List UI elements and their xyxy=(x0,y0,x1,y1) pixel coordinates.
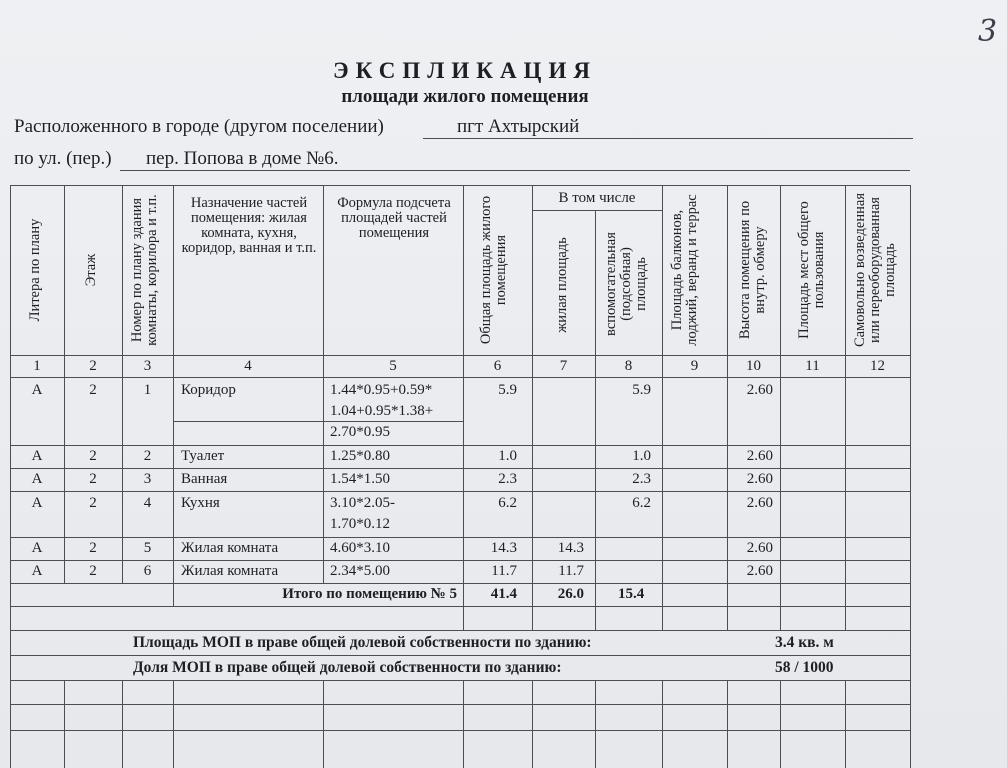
cell-total-area: 6.2 xyxy=(498,495,517,511)
cell-room-name: Ванная xyxy=(181,471,228,487)
cell-room-number: 2 xyxy=(143,448,152,464)
header-formula: Формула подсчета площадей частей помещения xyxy=(337,195,451,241)
cell-room-name: Туалет xyxy=(181,448,225,464)
cell-litera: А xyxy=(31,563,43,579)
column-number: 10 xyxy=(746,358,761,374)
cell-room-number: 6 xyxy=(143,563,152,579)
cell-room-name: Коридор xyxy=(181,382,236,398)
column-number: 5 xyxy=(389,358,397,374)
cell-litera: А xyxy=(31,448,43,464)
column-number: 6 xyxy=(493,358,502,374)
column-number: 4 xyxy=(244,358,252,374)
header-including: В том числе xyxy=(558,190,636,206)
cell-litera: А xyxy=(31,540,43,556)
totals-aux-area: 15.4 xyxy=(618,586,645,602)
column-number: 12 xyxy=(870,358,885,374)
cell-formula: 1.04+0.95*1.38+ xyxy=(330,403,434,419)
cell-floor: 2 xyxy=(89,540,97,556)
cell-total-area: 5.9 xyxy=(498,382,517,398)
cell-litera: А xyxy=(31,382,43,398)
cell-floor: 2 xyxy=(89,471,97,487)
cell-floor: 2 xyxy=(89,382,97,398)
mop-share-label: Доля МОП в праве общей долевой собственности по зданию: xyxy=(133,659,562,676)
cell-height: 2.60 xyxy=(746,563,773,579)
header-common-area: Площадь мест общего пользования xyxy=(796,201,827,339)
cell-room-number: 5 xyxy=(143,540,152,556)
header-height: Высота помещения по внутр. обмеру xyxy=(737,200,768,340)
city-label: Расположенного в городе (другом поселении) xyxy=(14,116,384,137)
header-total-area: Общая площадь жилого помещения xyxy=(478,195,509,345)
cell-room-name: Жилая комната xyxy=(181,563,279,579)
cell-living-area: 14.3 xyxy=(557,540,584,556)
cell-aux-area: 2.3 xyxy=(632,471,651,487)
cell-room-number: 3 xyxy=(143,471,152,487)
column-number: 8 xyxy=(624,358,633,374)
cell-formula: 4.60*3.10 xyxy=(330,540,390,556)
header-purpose: Назначение частей помещения: жилая комната, кухня, коридор, ванная и т.п. xyxy=(181,195,317,256)
cell-height: 2.60 xyxy=(746,540,773,556)
column-number: 11 xyxy=(805,358,820,374)
cell-room-name: Жилая комната xyxy=(181,540,279,556)
cell-living-area: 11.7 xyxy=(558,563,584,579)
street-label: по ул. (пер.) xyxy=(14,148,112,169)
cell-floor: 2 xyxy=(89,495,97,511)
document-subtitle: площади жилого помещения xyxy=(341,86,589,107)
header-room-number: Номер по плану здания комнаты, корилора и т.п. xyxy=(129,194,160,346)
cell-formula: 2.70*0.95 xyxy=(330,424,390,440)
page-number: 3 xyxy=(978,14,998,49)
cell-formula: 1.44*0.95+0.59* xyxy=(330,382,433,398)
mop-area-label: Площадь МОП в праве общей долевой собственности по зданию: xyxy=(133,634,592,651)
cell-room-number: 1 xyxy=(143,382,152,398)
cell-aux-area: 5.9 xyxy=(632,382,651,398)
street-value: пер. Попова в доме №6. xyxy=(146,148,339,169)
header-balcony-area: Площадь балконов, лоджий, веранд и террас xyxy=(669,194,700,346)
cell-room-name: Кухня xyxy=(181,495,220,511)
column-number: 2 xyxy=(89,358,97,374)
cell-formula: 1.54*1.50 xyxy=(330,471,390,487)
city-value: пгт Ахтырский xyxy=(457,116,580,137)
cell-total-area: 11.7 xyxy=(491,563,517,579)
cell-floor: 2 xyxy=(89,563,97,579)
cell-litera: А xyxy=(31,495,43,511)
totals-living-area: 26.0 xyxy=(557,586,584,602)
cell-aux-area: 1.0 xyxy=(632,448,651,464)
cell-total-area: 14.3 xyxy=(490,540,517,556)
column-number: 7 xyxy=(559,358,568,374)
column-number: 1 xyxy=(33,358,41,374)
header-aux-area: вспомогательная (подсобная) площадь xyxy=(603,232,649,336)
cell-height: 2.60 xyxy=(746,495,773,511)
cell-height: 2.60 xyxy=(746,471,773,487)
totals-total-area: 41.4 xyxy=(490,586,517,602)
cell-formula: 2.34*5.00 xyxy=(330,563,390,579)
mop-area-value: 3.4 кв. м xyxy=(775,634,834,651)
cell-formula: 1.70*0.12 xyxy=(330,516,390,532)
column-number: 3 xyxy=(143,358,152,374)
totals-label: Итого по помещению № 5 xyxy=(282,586,457,602)
header-living-area: жилая площадь xyxy=(554,237,570,333)
header-unauthorized-area: Самовольно возведенная или переоборудованная площадь xyxy=(852,193,898,347)
cell-total-area: 2.3 xyxy=(498,471,517,487)
cell-litera: А xyxy=(31,471,43,487)
cell-floor: 2 xyxy=(89,448,97,464)
mop-share-value: 58 / 1000 xyxy=(775,659,834,676)
cell-height: 2.60 xyxy=(746,382,773,398)
cell-formula: 1.25*0.80 xyxy=(330,448,390,464)
cell-aux-area: 6.2 xyxy=(632,495,651,511)
cell-room-number: 4 xyxy=(143,495,152,511)
cell-height: 2.60 xyxy=(746,448,773,464)
column-number: 9 xyxy=(690,358,699,374)
cell-formula: 3.10*2.05- xyxy=(330,495,395,511)
document-title: ЭКСПЛИКАЦИЯ xyxy=(333,58,597,83)
cell-total-area: 1.0 xyxy=(498,448,517,464)
header-litera: Литера по плану xyxy=(27,218,43,322)
header-floor: Этаж xyxy=(83,253,99,287)
